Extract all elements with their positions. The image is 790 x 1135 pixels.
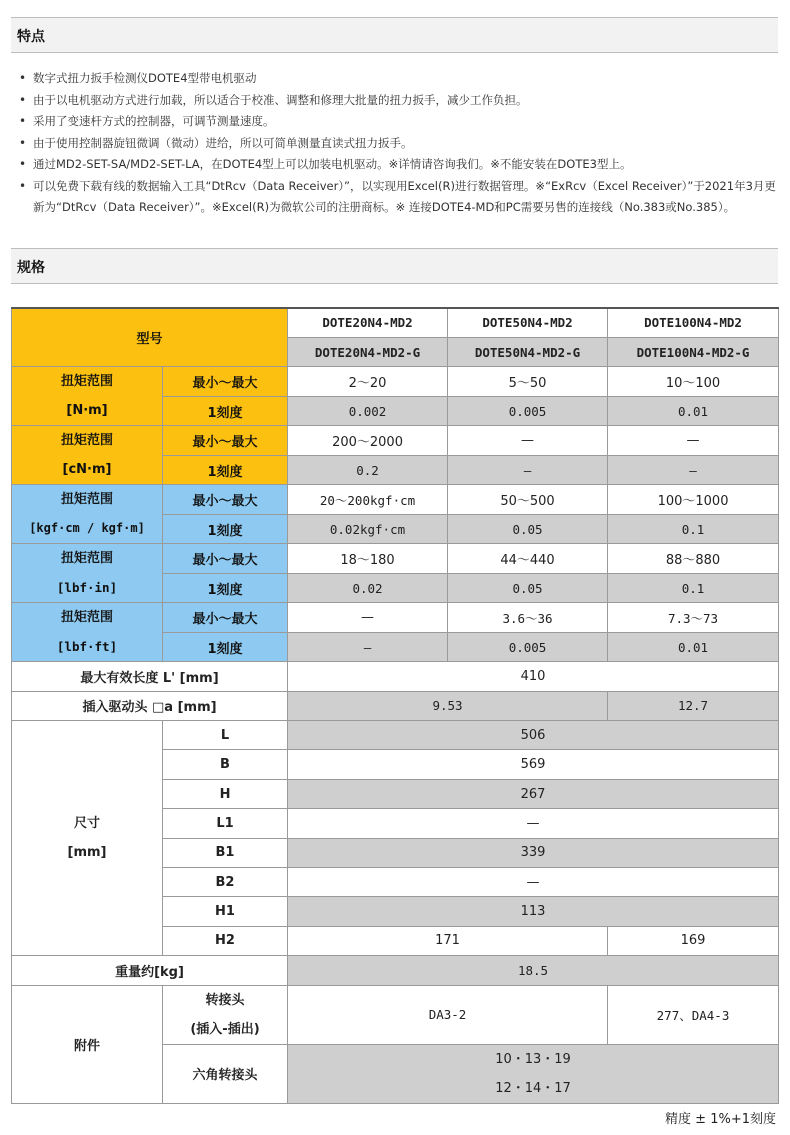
value-cell: 0.002: [288, 396, 448, 426]
model-label: 型号: [12, 308, 288, 367]
dims-unit: [mm]: [67, 845, 107, 861]
torque-lbfft-minmax-row: [12, 603, 779, 633]
value-cell: —: [288, 632, 448, 662]
value-cell: 0.02: [288, 573, 448, 603]
drive-label-unit: a [mm]: [164, 700, 217, 716]
feature-item: • 数字式扭力扳手检测仪DOTE4型带电机驱动: [11, 68, 778, 90]
dim-value: 569: [288, 750, 779, 779]
torque-range-label: 扭矩范围: [60, 492, 113, 508]
torque-kgf-label: [12, 485, 163, 544]
dim-name: H2: [163, 926, 288, 955]
accessories-label: 附件: [12, 985, 163, 1103]
dim-value: —: [288, 809, 779, 838]
model-row-1: [12, 308, 779, 337]
value-cell: 88～880: [608, 544, 779, 574]
adapter-value: 277、DA4-3: [608, 985, 779, 1044]
features-header: [11, 17, 778, 53]
value-cell: 7.3～73: [608, 603, 779, 633]
features-title: 特点: [17, 29, 45, 45]
feature-item: • 可以免费下载有线的数据输入工具“DtRcv（Data Receiver）”，以实现用Excel(R)进行数据管理。※“ExRcv（Excel Receiver）”于2021年3月更新为“DtRcv（Data Receiver）”。※Excel(R)为微软公司的注册商标。※ 连接DOTE4-MD和PC需要另售的连接线（No.383或No.385）。: [11, 176, 778, 219]
dim-row: [12, 721, 779, 750]
spec-title: 规格: [17, 260, 45, 276]
value-cell: 18～180: [288, 544, 448, 574]
grad-label: 1刻度: [163, 455, 288, 485]
model-name: DOTE20N4-MD2-G: [288, 337, 448, 366]
spec-table: [11, 307, 779, 1104]
minmax-label: 最小～最大: [163, 485, 288, 515]
adapter-value: DA3-2: [288, 985, 608, 1044]
max-length-row: [12, 662, 779, 691]
torque-kgf-minmax-row: [12, 485, 779, 515]
value-cell: 0.005: [448, 396, 608, 426]
grad-label: 1刻度: [163, 514, 288, 544]
max-length-label: 最大有效长度 L' [mm]: [12, 662, 288, 691]
value-cell: —: [608, 426, 779, 456]
dims-label: [12, 721, 163, 956]
model-name: DOTE50N4-MD2: [448, 308, 608, 337]
feature-item: • 由于以电机驱动方式进行加载，所以适合于校准、调整和修理大批量的扭力扳手，减少工作负担。: [11, 90, 778, 112]
grad-label: 1刻度: [163, 573, 288, 603]
value-cell: —: [448, 455, 608, 485]
dim-name: B: [163, 750, 288, 779]
torque-range-label: 扭矩范围: [60, 551, 113, 567]
drive-value: 12.7: [608, 691, 779, 720]
drive-value: 9.53: [288, 691, 608, 720]
value-cell: 200～2000: [288, 426, 448, 456]
torque-nm-label: [12, 367, 163, 426]
drive-row: [12, 691, 779, 720]
feature-item: • 采用了变速杆方式的控制器，可调节测量速度。: [11, 111, 778, 133]
weight-value: 18.5: [288, 956, 779, 985]
minmax-label: 最小～最大: [163, 367, 288, 397]
weight-label: 重量约[kg]: [12, 956, 288, 985]
value-cell: 0.1: [608, 514, 779, 544]
dim-name: B1: [163, 838, 288, 867]
value-cell: 44～440: [448, 544, 608, 574]
value-cell: 0.2: [288, 455, 448, 485]
value-cell: 20～200kgf·cm: [288, 485, 448, 515]
torque-range-label: 扭矩范围: [60, 374, 113, 390]
model-name: DOTE100N4-MD2-G: [608, 337, 779, 366]
dims-title: 尺寸: [73, 816, 100, 832]
torque-lbfft-label: [12, 603, 163, 662]
torque-lbfin-minmax-row: [12, 544, 779, 574]
dim-name: H1: [163, 897, 288, 926]
minmax-label: 最小～最大: [163, 544, 288, 574]
dim-name: L: [163, 721, 288, 750]
unit-label: [kgf·cm / kgf·m]: [29, 521, 145, 536]
model-name: DOTE20N4-MD2: [288, 308, 448, 337]
model-name: DOTE50N4-MD2-G: [448, 337, 608, 366]
dim-name: B2: [163, 868, 288, 897]
accessory-adapter-row: [12, 985, 779, 1044]
value-cell: 0.05: [448, 514, 608, 544]
minmax-label: 最小～最大: [163, 426, 288, 456]
adapter-label-line2: (插入-插出): [190, 1021, 260, 1037]
max-length-value: 410: [288, 662, 779, 691]
square-drive-icon: □: [151, 700, 165, 716]
adapter-label-line1: 转接头: [205, 992, 245, 1008]
value-cell: 100～1000: [608, 485, 779, 515]
dim-name: H: [163, 779, 288, 808]
weight-row: [12, 956, 779, 985]
features-list: [11, 68, 778, 219]
value-cell: 2～20: [288, 367, 448, 397]
feature-item: • 通过MD2-SET-SA/MD2-SET-LA，在DOTE4型上可以加装电机驱动。※详情请咨询我们。※不能安装在DOTE3型上。: [11, 154, 778, 176]
unit-label: [N·m]: [66, 403, 108, 419]
hex-adapter-label: 六角转接头: [163, 1044, 288, 1103]
unit-label: [cN·m]: [62, 462, 112, 478]
model-name: DOTE100N4-MD2: [608, 308, 779, 337]
torque-range-label: 扭矩范围: [60, 433, 113, 449]
value-cell: 0.01: [608, 632, 779, 662]
unit-label: [lbf·ft]: [56, 639, 118, 655]
dim-value: 169: [608, 926, 779, 955]
grad-label: 1刻度: [163, 396, 288, 426]
dim-value: 339: [288, 838, 779, 867]
hex-adapter-values: [288, 1044, 779, 1103]
value-cell: 3.6～36: [448, 603, 608, 633]
grad-label: 1刻度: [163, 632, 288, 662]
torque-cnm-minmax-row: [12, 426, 779, 456]
dim-value: 506: [288, 721, 779, 750]
accuracy-footnote: 精度 ± 1%+1刻度: [665, 1112, 776, 1127]
dim-name: L1: [163, 809, 288, 838]
value-cell: 50～500: [448, 485, 608, 515]
unit-label: [lbf·in]: [56, 580, 118, 596]
spec-header: [11, 248, 778, 284]
dim-value: —: [288, 868, 779, 897]
hex-value-line: 12・14・17: [495, 1080, 571, 1096]
value-cell: —: [288, 603, 448, 633]
adapter-label: [163, 985, 288, 1044]
torque-lbfin-label: [12, 544, 163, 603]
value-cell: 0.05: [448, 573, 608, 603]
torque-range-label: 扭矩范围: [60, 610, 113, 626]
value-cell: 0.005: [448, 632, 608, 662]
torque-nm-minmax-row: [12, 367, 779, 397]
drive-label-text: 插入驱动头: [82, 700, 152, 716]
torque-cnm-label: [12, 426, 163, 485]
minmax-label: 最小～最大: [163, 603, 288, 633]
dim-value: 171: [288, 926, 608, 955]
value-cell: 0.01: [608, 396, 779, 426]
value-cell: 0.02kgf·cm: [288, 514, 448, 544]
dim-value: 113: [288, 897, 779, 926]
value-cell: —: [448, 426, 608, 456]
value-cell: 5～50: [448, 367, 608, 397]
value-cell: 10～100: [608, 367, 779, 397]
value-cell: 0.1: [608, 573, 779, 603]
drive-label: [12, 691, 288, 720]
value-cell: —: [608, 455, 779, 485]
hex-value-line: 10・13・19: [495, 1051, 571, 1067]
feature-item: • 由于使用控制器旋钮微调（微动）进给，所以可简单测量直读式扭力扳手。: [11, 133, 778, 155]
dim-value: 267: [288, 779, 779, 808]
